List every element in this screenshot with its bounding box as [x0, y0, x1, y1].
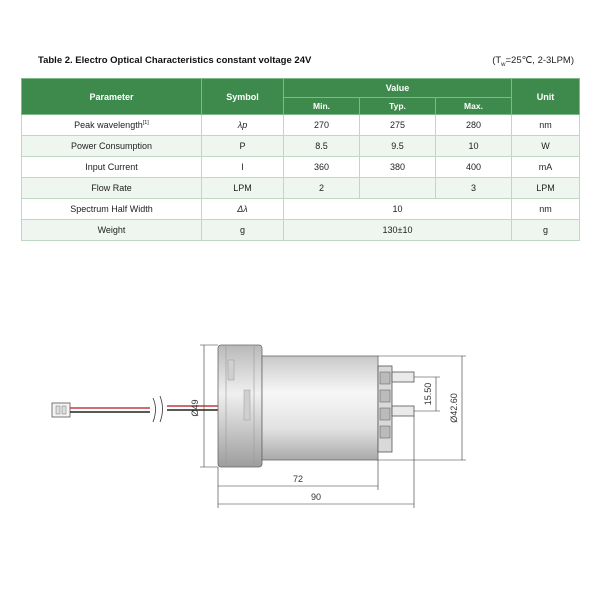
total-length-label: 90 [310, 492, 322, 502]
min-cell: 8.5 [284, 136, 360, 157]
unit-cell: mA [512, 157, 580, 178]
table-row [22, 136, 580, 157]
unit-cell: g [512, 220, 580, 241]
header-typ: Typ. [360, 98, 436, 115]
header-parameter: Parameter [22, 79, 202, 115]
parameter-cell: Power Consumption [22, 136, 202, 157]
symbol-cell: I [202, 157, 284, 178]
lamp-body [262, 356, 378, 460]
parameter-cell: Input Current [22, 157, 202, 178]
min-cell: 270 [284, 115, 360, 136]
value-cell: 10 [284, 199, 512, 220]
header-unit: Unit [512, 79, 580, 115]
value-cell: 130±10 [284, 220, 512, 241]
typ-cell [360, 178, 436, 199]
typ-cell: 275 [360, 115, 436, 136]
unit-cell: nm [512, 199, 580, 220]
min-cell: 2 [284, 178, 360, 199]
max-cell: 10 [436, 136, 512, 157]
parameter-cell: Peak wavelength[1] [22, 115, 202, 136]
typ-cell: 380 [360, 157, 436, 178]
symbol-cell: g [202, 220, 284, 241]
header-symbol: Symbol [202, 79, 284, 115]
product-dimension-drawing [0, 330, 600, 530]
connector-plug [52, 403, 70, 417]
symbol-cell: LPM [202, 178, 284, 199]
min-cell: 360 [284, 157, 360, 178]
header-value: Value [284, 79, 512, 98]
table-row [22, 178, 580, 199]
table-row [22, 157, 580, 178]
water-outlet-head [378, 366, 414, 452]
parameter-cell: Spectrum Half Width [22, 199, 202, 220]
characteristics-table [21, 78, 580, 241]
header-max: Max. [436, 98, 512, 115]
typ-cell: 9.5 [360, 136, 436, 157]
symbol-cell: Δλ [202, 199, 284, 220]
lamp-flange [218, 345, 262, 467]
max-cell: 400 [436, 157, 512, 178]
symbol-cell: P [202, 136, 284, 157]
parameter-cell: Flow Rate [22, 178, 202, 199]
unit-cell: LPM [512, 178, 580, 199]
table-row [22, 115, 580, 136]
header-min: Min. [284, 98, 360, 115]
table-title: Table 2. Electro Optical Characteristics constant voltage 24V [38, 55, 312, 66]
flange-diameter-label: Ø49 [190, 399, 200, 417]
table-row [22, 220, 580, 241]
unit-cell: W [512, 136, 580, 157]
test-conditions: ($T_w=25℃$, 2-3LPM) [492, 55, 574, 68]
body-diameter-label: Ø42.60 [449, 393, 459, 423]
table-row [22, 199, 580, 220]
symbol-cell: λp [202, 115, 284, 136]
unit-cell: nm [512, 115, 580, 136]
parameter-cell: Weight [22, 220, 202, 241]
body-length-label: 72 [292, 474, 304, 484]
port-spacing-label: 15.50 [423, 382, 433, 406]
max-cell: 280 [436, 115, 512, 136]
max-cell: 3 [436, 178, 512, 199]
